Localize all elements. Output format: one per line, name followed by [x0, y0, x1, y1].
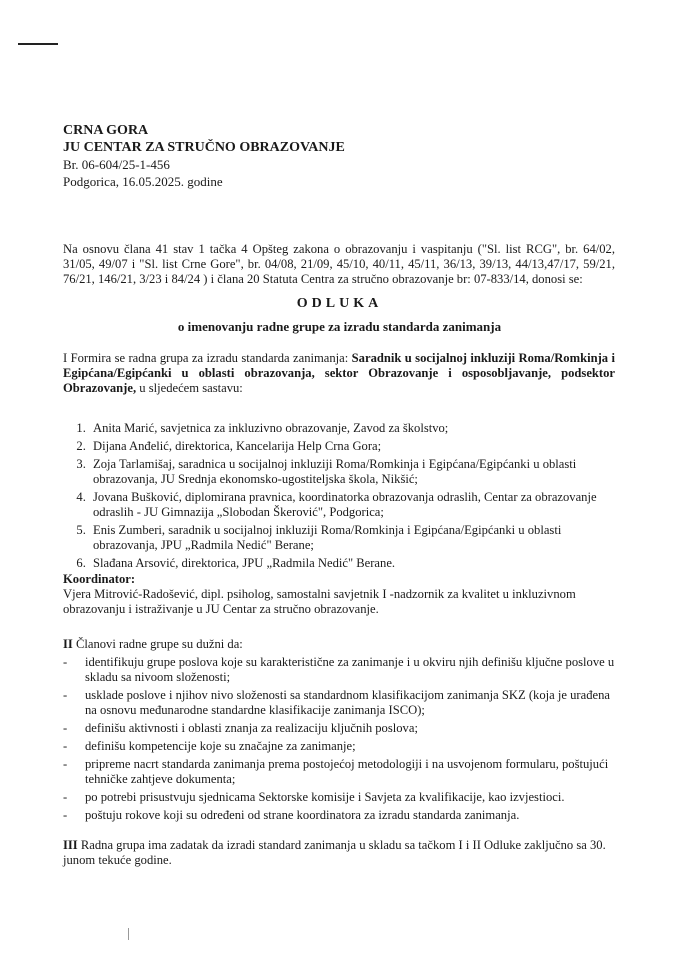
country-name: CRNA GORA	[63, 123, 149, 138]
section-3-number: III	[63, 838, 78, 852]
section-3-text: Radna grupa ima zadatak da izradi standard zanimanja u skladu sa tačkom I i II Odluke zaključno sa 30. junom tekuće godine.	[63, 838, 606, 867]
list-item: 4. Jovana Bušković, diplomirana pravnica, koordinatorka obrazovanja odraslih, Centar za obrazovanje odraslih - JU Gimnazija „Slobodan Škerović", Podgorica;	[89, 490, 629, 520]
list-item: - identifikuju grupe poslova koje su karakteristične za zanimanje i u okviru njih definišu ključne poslove u skladu sa nivoom složenosti;	[63, 655, 615, 685]
handwritten-mark	[18, 43, 58, 45]
list-item: - pripreme nacrt standarda zanimanja prema postojećoj metodologiji i na usvojenom formularu, poštujući tehničke zahtjeve dokumenta;	[63, 757, 615, 787]
section-3	[63, 838, 615, 868]
section-1-number: I	[63, 351, 68, 365]
list-item: - poštuju rokove koji su određeni od strane koordinatora za izradu standarda zanimanja.	[63, 808, 615, 823]
duties-list	[63, 655, 615, 823]
place-date: Podgorica, 16.05.2025. godine	[63, 174, 223, 189]
list-item: 6. Slađana Arsović, direktorica, JPU „Radmila Nedić" Berane.	[89, 556, 629, 571]
list-item: 2. Dijana Anđelić, direktorica, Kancelarija Help Crna Gora;	[89, 439, 629, 454]
section-2	[63, 637, 615, 826]
letterhead	[63, 122, 345, 190]
list-item: - po potrebi prisustvuju sjednicama Sektorske komisije i Savjeta za kvalifikacije, kao izvjestioci.	[63, 790, 615, 805]
members-list	[63, 421, 629, 574]
occupation-name: Saradnik u socijalnoj inkluziji Roma/Romkinja i Egipćana/Egipćanki u oblasti obrazovanja, sektor Obrazovanje i osposobljavanje, podsektor Obrazovanje,	[63, 351, 615, 395]
list-item: 1. Anita Marić, savjetnica za inkluzivno obrazovanje, Zavod za školstvo;	[89, 421, 629, 436]
section-1	[63, 351, 615, 396]
section-2-number: II	[63, 637, 73, 651]
legal-basis-paragraph: Na osnovu člana 41 stav 1 tačka 4 Opšteg zakona o obrazovanju i vaspitanju ("Sl. list RCG", br. 64/02, 31/05, 49/07 i "Sl. list Crne Gore", br. 04/08, 21/09, 45/10, 40/11, 45/11, 36/13, 39/13, 44/13,47/17, 59/21, 76/21, 146/21, 3/23 i 84/24 ) i člana 20 Statuta Centra za stručno obrazovanje br: 07-833/14, donosi se:	[63, 242, 615, 286]
list-item: 3. Zoja Tarlamišaj, saradnica u socijalnoj inkluziji Roma/Romkinja i Egipćana/Egipćanki u oblasti obrazovanja, JU Srednja ekonomsko-ugostiteljska škola, Nikšić;	[89, 457, 629, 487]
coordinator-block	[63, 572, 623, 617]
section-2-text: Članovi radne grupe su dužni da:	[75, 637, 243, 651]
coordinator-text: Vjera Mitrović-Radošević, dipl. psiholog, samostalni savjetnik I -nadzornik za kvalitet u inkluzivnom obrazovanju i istraživanje u JU Centar za stručno obrazovanje.	[63, 587, 576, 616]
list-item: - definišu kompetencije koje su značajne za zanimanje;	[63, 739, 615, 754]
document-subtitle: o imenovanju radne grupe za izradu standarda zanimanja	[177, 319, 502, 334]
institution-name: JU CENTAR ZA STRUČNO OBRAZOVANJE	[63, 140, 345, 155]
scan-artifact	[128, 928, 129, 940]
list-item: - definišu aktivnosti i oblasti znanja za realizaciju ključnih poslova;	[63, 721, 615, 736]
reference-number: Br. 06-604/25-1-456	[63, 157, 170, 172]
section-1-text: Formira se radna grupa za izradu standarda zanimanja:	[70, 351, 349, 365]
list-item: - usklade poslove i njihov nivo složenosti sa standardnom klasifikacijom zanimanja SKZ (koja je urađena na osnovu međunarodne standardne klasifikacije zanimanja ISCO);	[63, 688, 615, 718]
list-item: 5. Enis Zumberi, saradnik u socijalnoj inkluziji Roma/Romkinja i Egipćana/Egipćanki u oblasti obrazovanja, JPU „Radmila Nedić" Berane;	[89, 523, 629, 553]
section-1-text-end: u sljedećem sastavu:	[139, 381, 243, 395]
coordinator-label: Koordinator:	[63, 572, 136, 586]
document-title: ODLUKA	[296, 296, 383, 311]
